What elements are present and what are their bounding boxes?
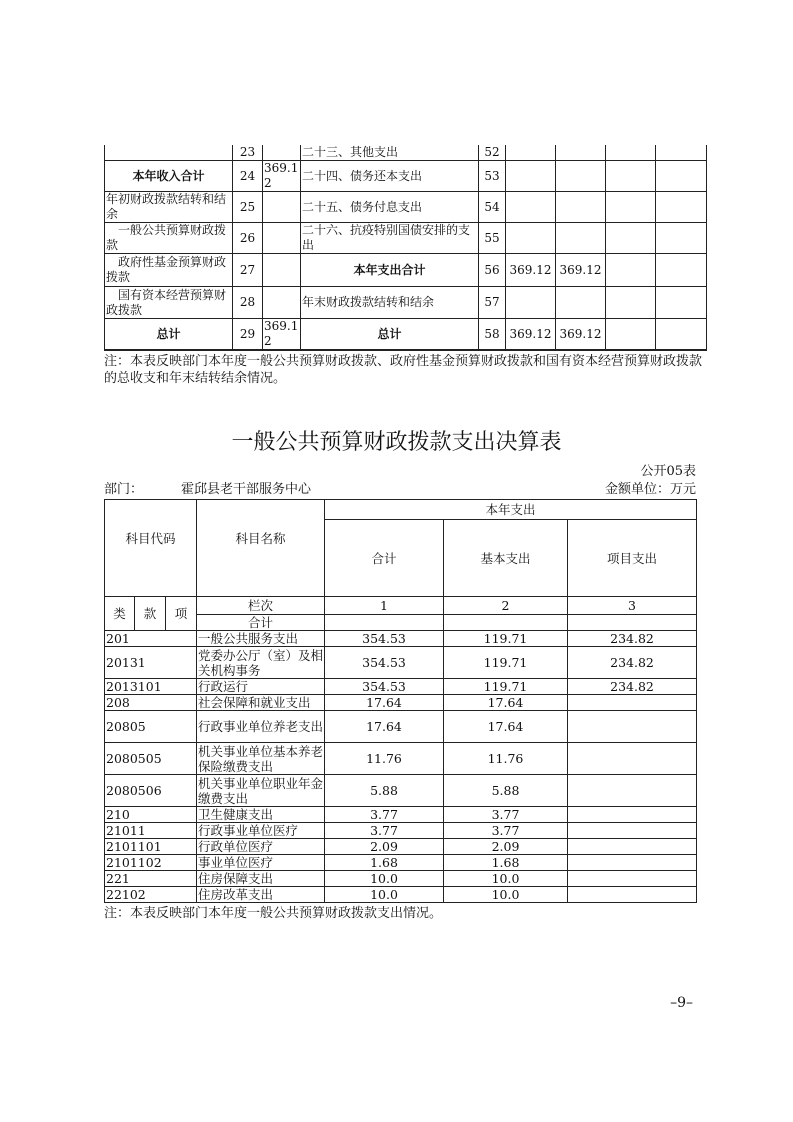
cell-an: 28: [233, 287, 263, 319]
cell-an: 23: [233, 145, 263, 161]
cell-empty: [606, 161, 656, 192]
cell-bn: 57: [479, 287, 506, 319]
cell-project: [568, 695, 697, 711]
cell-code: 20131: [105, 647, 197, 679]
table-row: [105, 647, 697, 679]
cell-total: 354.53: [325, 679, 444, 695]
cell-empty: [606, 223, 656, 254]
cell-b: 总计: [301, 319, 479, 351]
cell-basic: 17.64: [444, 711, 568, 743]
cell-a: 一般公共预算财政拨款: [105, 223, 233, 254]
cell-a: 政府性基金预算财政拨款: [105, 254, 233, 287]
cell-total: 1.68: [325, 855, 444, 871]
cell-basic: 119.71: [444, 631, 568, 647]
cell-basic: 11.76: [444, 743, 568, 775]
header-lei: 类: [105, 597, 135, 631]
cell-name: 机关事业单位职业年金缴费支出: [198, 775, 324, 806]
cell-name: 行政事业单位养老支出: [197, 711, 325, 743]
cell-av: [263, 287, 301, 319]
cell-name: 住房改革支出: [197, 887, 325, 903]
cell-project: [568, 839, 697, 855]
cell-an: 24: [233, 161, 263, 192]
header-year-exp: 本年支出: [325, 500, 697, 520]
dept-label: 部门：: [104, 482, 144, 497]
table-row: [105, 145, 707, 161]
dept-name: 霍邱县老干部服务中心: [181, 482, 312, 497]
cell-project: [568, 887, 697, 903]
cell-v1: [506, 161, 556, 192]
table-row: [105, 631, 697, 647]
cell-name: 行政事业单位医疗: [197, 823, 325, 839]
cell-code: 201: [105, 631, 197, 647]
header-project: 项目支出: [568, 520, 697, 597]
table-row: [105, 287, 707, 319]
cell-empty: [606, 192, 656, 223]
cell-basic: 3.77: [444, 823, 568, 839]
cell-empty: [656, 192, 707, 223]
cell-av: 369.12: [263, 319, 301, 351]
cell-total: 10.0: [325, 871, 444, 887]
cell-b: 年末财政拨款结转和结余: [301, 287, 479, 319]
cell-v1: 369.12: [506, 319, 556, 351]
cell-total: 10.0: [325, 887, 444, 903]
table-row: [105, 823, 697, 839]
col-3: 3: [568, 597, 697, 615]
cell-basic: 10.0: [444, 871, 568, 887]
page-number: –9–: [670, 995, 693, 1011]
cell-total: 11.76: [325, 743, 444, 775]
cell-project: 234.82: [568, 631, 697, 647]
cell-code: 21011: [105, 823, 197, 839]
cell-v1: [506, 223, 556, 254]
cell-v2: [556, 192, 606, 223]
cell-total: 17.64: [325, 695, 444, 711]
cell-b: 二十五、债务付息支出: [301, 192, 479, 223]
header-lanci: 栏次: [197, 597, 325, 615]
cell-v2: [556, 161, 606, 192]
cell-v2: 369.12: [556, 319, 606, 351]
cell-basic: 1.68: [444, 855, 568, 871]
cell-name: 住房保障支出: [197, 871, 325, 887]
col-2: 2: [444, 597, 568, 615]
table-row: [105, 254, 707, 287]
department: [104, 481, 311, 499]
cell-name: 事业单位医疗: [197, 855, 325, 871]
cell-basic: 119.71: [444, 647, 568, 679]
cell-empty: [656, 319, 707, 351]
cell-total: 2.09: [325, 839, 444, 855]
cell-av: [263, 223, 301, 254]
cell-empty: [656, 254, 707, 287]
cell-bn: 52: [479, 145, 506, 161]
cell-name: 党委办公厅（室）及相关机构事务: [198, 647, 324, 678]
cell-project: [568, 823, 697, 839]
expenditure-table: [104, 499, 697, 903]
table-row: [105, 319, 707, 351]
cell-v2: [556, 223, 606, 254]
cell-code: 208: [105, 695, 197, 711]
table-row: [105, 871, 697, 887]
page-title: 一般公共预算财政拨款支出决算表: [231, 430, 562, 455]
cell-name: 行政单位医疗: [197, 839, 325, 855]
cell-v1: [506, 145, 556, 161]
cell-project: 234.82: [568, 679, 697, 695]
cell-empty: [656, 145, 707, 161]
cell-a: 总计: [105, 319, 233, 351]
cell-b: 本年支出合计: [301, 254, 479, 287]
income-expense-table: [104, 145, 707, 351]
header-kuan: 款: [135, 597, 166, 631]
table-row: [105, 223, 707, 254]
cell-code: 221: [105, 871, 197, 887]
cell-empty: [656, 223, 707, 254]
cell-bn: 53: [479, 161, 506, 192]
cell-name: 行政运行: [197, 679, 325, 695]
cell-av: 369.12: [263, 161, 301, 192]
cell-av: [263, 192, 301, 223]
cell-bn: 55: [479, 223, 506, 254]
table-row: [105, 743, 697, 775]
table-number: 公开05表: [640, 464, 696, 479]
cell-an: 26: [233, 223, 263, 254]
table-row: [105, 695, 697, 711]
cell-a: [105, 145, 233, 161]
table-row: [105, 775, 697, 807]
cell-basic: 2.09: [444, 839, 568, 855]
cell-total: 354.53: [325, 631, 444, 647]
cell-code: 22102: [105, 887, 197, 903]
cell-an: 25: [233, 192, 263, 223]
dept-line: [104, 481, 696, 499]
cell-basic: 119.71: [444, 679, 568, 695]
cell-total: 354.53: [325, 647, 444, 679]
cell-b: 二十四、债务还本支出: [301, 161, 479, 192]
cell-b: 二十六、抗疫特别国债安排的支出: [301, 223, 479, 254]
cell-empty: [656, 287, 707, 319]
cell-empty: [606, 287, 656, 319]
table-row: [105, 161, 707, 192]
cell-code: 210: [105, 807, 197, 823]
cell-bn: 56: [479, 254, 506, 287]
cell-empty: [606, 145, 656, 161]
cell-basic: 5.88: [444, 775, 568, 807]
cell-v1: 369.12: [506, 254, 556, 287]
table-row: [105, 807, 697, 823]
col-1: 1: [325, 597, 444, 615]
cell-total: 17.64: [325, 711, 444, 743]
cell-project: [568, 807, 697, 823]
cell-empty: [606, 319, 656, 351]
cell-name: 机关事业单位基本养老保险缴费支出: [198, 743, 324, 774]
cell-name: 一般公共服务支出: [197, 631, 325, 647]
cell-project: 234.82: [568, 647, 697, 679]
table-row: [105, 711, 697, 743]
cell-a: 国有资本经营预算财政拨款: [105, 287, 233, 319]
cell-code: 2080505: [105, 743, 197, 775]
cell-total: 3.77: [325, 823, 444, 839]
cell-bn: 54: [479, 192, 506, 223]
cell-code: 2101102: [105, 855, 197, 871]
header-total: 合计: [325, 520, 444, 597]
cell-basic: 17.64: [444, 695, 568, 711]
cell-v2: [556, 145, 606, 161]
sum-basic: [444, 615, 568, 631]
header-basic: 基本支出: [444, 520, 568, 597]
table-row: [105, 855, 697, 871]
cell-name: 社会保障和就业支出: [197, 695, 325, 711]
cell-project: [568, 743, 697, 775]
header-code: 科目代码: [105, 500, 197, 597]
cell-code: 2013101: [105, 679, 197, 695]
cell-av: [263, 145, 301, 161]
header-name: 科目名称: [197, 500, 325, 597]
cell-empty: [606, 254, 656, 287]
cell-empty: [656, 161, 707, 192]
sum-row-label: 合计: [197, 615, 325, 631]
cell-av: [263, 254, 301, 287]
cell-an: 27: [233, 254, 263, 287]
cell-total: 3.77: [325, 807, 444, 823]
cell-project: [568, 775, 697, 807]
top-note: 注：本表反映部门本年度一般公共预算财政拨款、政府性基金预算财政拨款和国有资本经营预算财政拨款的总收支和年末结转结余情况。: [104, 354, 703, 386]
sum-project: [568, 615, 697, 631]
cell-name: 卫生健康支出: [197, 807, 325, 823]
table-row: [105, 887, 697, 903]
table-row: [105, 839, 697, 855]
table-row: [105, 192, 707, 223]
cell-v2: 369.12: [556, 254, 606, 287]
cell-basic: 10.0: [444, 887, 568, 903]
cell-bn: 58: [479, 319, 506, 351]
cell-a: 本年收入合计: [105, 161, 233, 192]
cell-v1: [506, 287, 556, 319]
cell-basic: 3.77: [444, 807, 568, 823]
bottom-note: 注：本表反映部门本年度一般公共预算财政拨款支出情况。: [104, 906, 443, 921]
cell-v1: [506, 192, 556, 223]
header-xiang: 项: [166, 597, 197, 631]
cell-b: 二十三、其他支出: [301, 145, 479, 161]
cell-code: 20805: [105, 711, 197, 743]
cell-v2: [556, 287, 606, 319]
cell-project: [568, 871, 697, 887]
cell-code: 2080506: [105, 775, 197, 807]
cell-total: 5.88: [325, 775, 444, 807]
cell-a: 年初财政拨款结转和结余: [105, 192, 233, 223]
amount-unit: 金额单位：万元: [604, 482, 696, 497]
cell-project: [568, 711, 697, 743]
sum-total: [325, 615, 444, 631]
cell-an: 29: [233, 319, 263, 351]
cell-project: [568, 855, 697, 871]
table-row: [105, 679, 697, 695]
cell-code: 2101101: [105, 839, 197, 855]
